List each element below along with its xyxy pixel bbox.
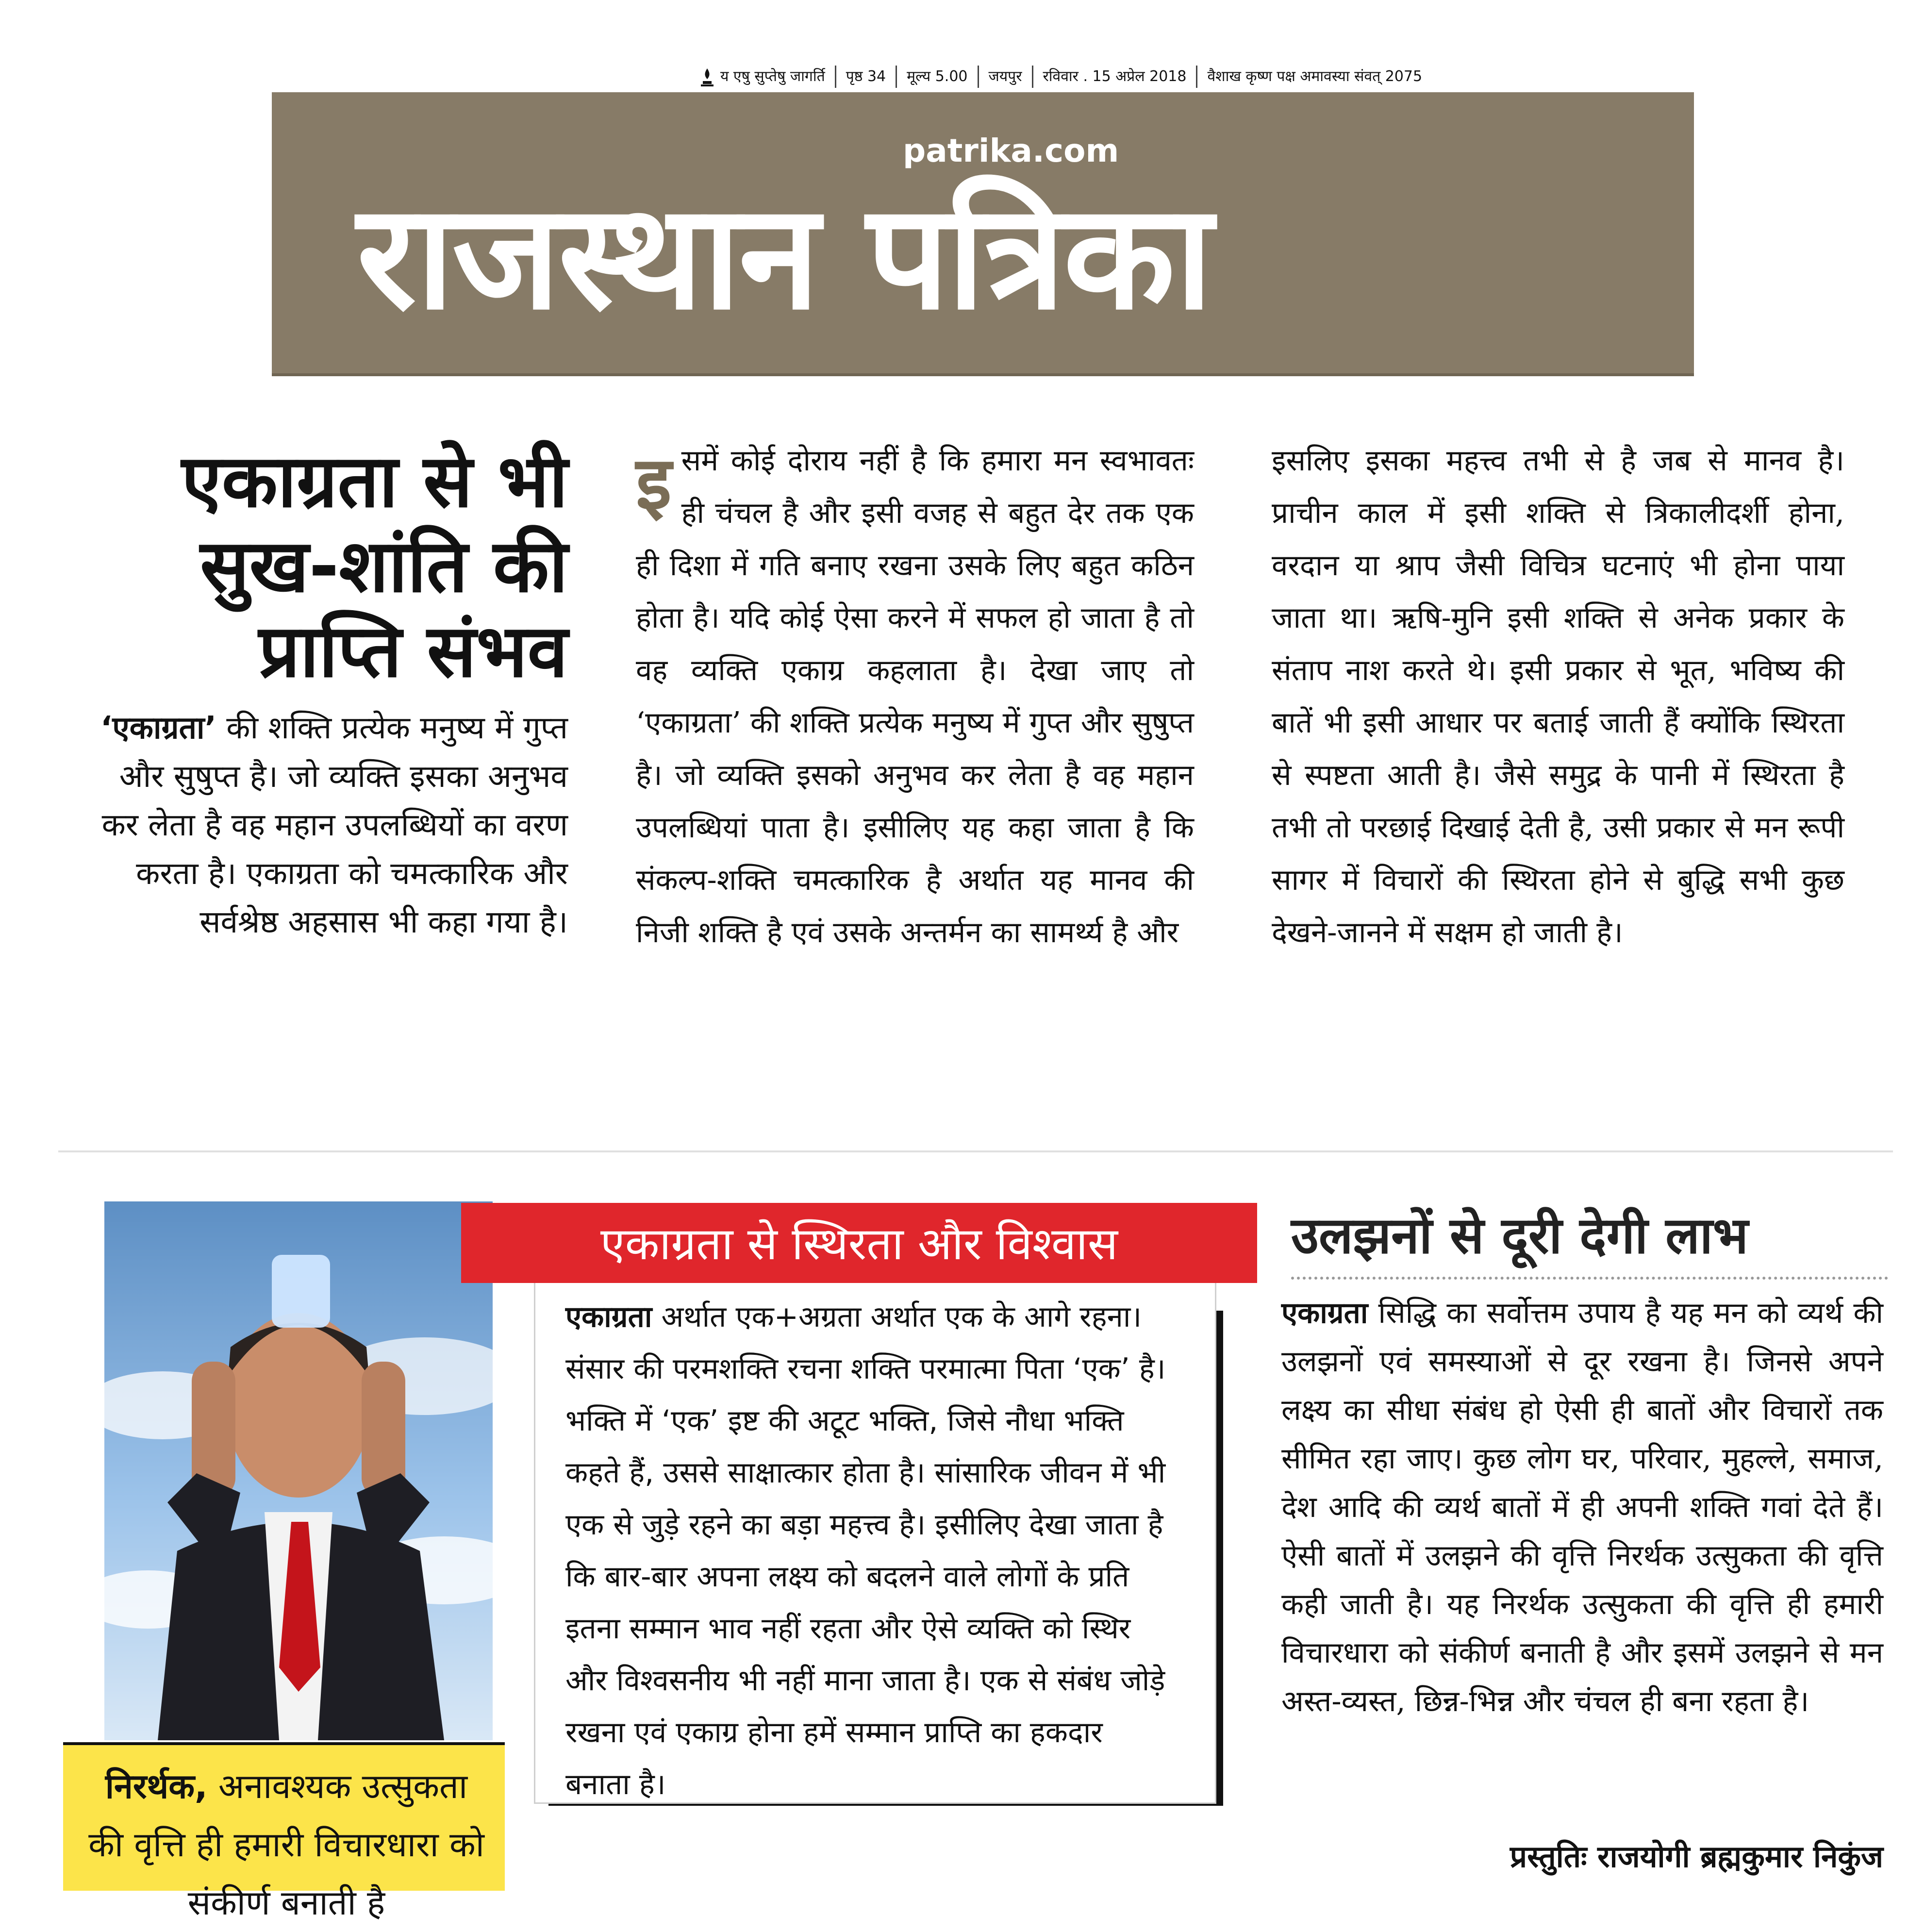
caption-bold: निरर्थक,	[105, 1766, 208, 1806]
price: मूल्य 5.00	[896, 66, 977, 88]
motto-text: य एषु सुप्तेषु जागर्ति	[720, 68, 825, 85]
date: रविवार . 15 अप्रेल 2018	[1032, 66, 1196, 88]
page-number: पृष्ठ 34	[835, 66, 896, 88]
dotted-separator	[1291, 1277, 1888, 1280]
drop-cap: इ	[636, 440, 672, 526]
businessman-photo	[104, 1201, 493, 1740]
section-divider	[58, 1150, 1893, 1152]
box-body-text: अर्थात एक+अग्रता अर्थात एक के आगे रहना। संसार की परमशक्ति रचना शक्ति परमात्मा पिता ‘एक’ है। भक्ति में ‘एक’ इष्ट की अटूट भक्ति, जिसे नौधा भक्ति कहते हैं, उससे साक्षात्कार होता है। सांसारिक जीवन में भी एक से जुड़े रहने का बड़ा महत्त्व है। इसीलिए देखा जाता है कि बार-बार अपना लक्ष्य को बदलने वाले लोगों के प्रति इतना सम्मान भाव नहीं रहता और ऐसे व्यक्ति को स्थिर और विश्वसनीय भी नहीं माना जाता है। एक से संबंध जोड़े रखना एवं एकाग्र होना हमें सम्मान प्राप्ति का हकदार बनाता है।	[565, 1300, 1166, 1801]
right-body-text: सिद्धि का सर्वोत्तम उपाय है यह मन को व्यर्थ की उलझनों एवं समस्याओं से दूर रखना है। जिनसे अपने लक्ष्य का सीधा संबंध हो ऐसी ही बातों और विचारों तक सीमित रहा जाए। कुछ लोग घर, परिवार, मुहल्ले, समाज, देश आदि की व्यर्थ बातों में ही अपनी शक्ति गवां देते हैं। ऐसी बातों में उलझने की वृत्ति निरर्थक उत्सुकता की वृत्ति कही जाती है। यह निरर्थक उत्सुकता की वृत्ति ही हमारी विचारधारा को संकीर्ण बनाती है और इसमें उलझने से मन अस्त-व्यस्त, छिन्न-भिन्न और चंचल ही बना रहता है।	[1281, 1296, 1883, 1718]
intro-bold: ‘एकाग्रता’	[100, 710, 216, 746]
city: जयपुर	[978, 66, 1032, 88]
man-concentrating-illustration	[104, 1201, 493, 1740]
newspaper-title: राजस्थान पत्रिका	[357, 172, 1211, 342]
sidebar-box-body	[565, 1291, 1167, 1811]
lamp-logo-icon	[699, 67, 715, 87]
column-1-text: समें कोई दोराय नहीं है कि हमारा मन स्वभावतः ही चंचल है और इसी वजह से बहुत देर तक एक ही दिशा में गति बनाए रखना उसके लिए बहुत कठिन होता है। यदि कोई ऐसा करने में सफल हो जाता है तो वह व्यक्ति एकाग्र कहलाता है। देखा जाए तो ‘एकाग्रता’ की शक्ति प्रत्येक मनुष्य में गुप्त और सुषुप्त है। जो व्यक्ति इसको अनुभव कर लेता है वह महान उपलब्धियां पाता है। इसीलिए यह कहा जाता है कि संकल्प-शक्ति चमत्कारिक है अर्थात यह मानव की निजी शक्ति है एवं उसके अन्तर्मन का सामर्थ्य है और	[636, 444, 1194, 949]
right-lead-bold: एकाग्रता	[1281, 1296, 1368, 1330]
site-url[interactable]: patrika.com	[903, 132, 1119, 169]
article-column-2: इसलिए इसका महत्त्व तभी से है जब से मानव है। प्राचीन काल में इसी शक्ति से त्रिकालीदर्शी होना, वरदान या श्राप जैसी विचित्र घटनाएं भी होना पाया जाता था। ऋषि-मुनि इसी शक्ति से अनेक प्रकार के संताप नाश करते थे। इसी प्रकार से भूत, भविष्य की बातें भी इसी आधार पर बताई जाती हैं क्योंकि स्थिरता से स्पष्टता आती है। जैसे समुद्र के पानी में स्थिरता है तभी तो परछाई दिखाई देती है, उसी प्रकार से मन रूपी सागर में विचारों की स्थिरता होने से बुद्धि सभी कुछ देखने-जानने में सक्षम हो जाती है।	[1272, 444, 1844, 949]
photo-caption	[83, 1757, 490, 1932]
intro-text: की शक्ति प्रत्येक मनुष्य में गुप्त और सुषुप्त है। जो व्यक्ति इसका अनुभव कर लेता है वह महान उपलब्धियों का वरण करता है। एकाग्रता को चमत्कारिक और सर्वश्रेष्ठ अहसास भी कहा गया है।	[101, 710, 568, 940]
right-article-body	[1281, 1289, 1883, 1726]
author-byline: प्रस्तुतिः राजयोगी ब्रह्मकुमार निकुंज	[1510, 1839, 1883, 1874]
masthead-meta-strip	[689, 63, 1694, 90]
caption-text: अनावश्यक उत्सुकता की वृत्ति ही हमारी विचारधारा को संकीर्ण बनाती है	[88, 1766, 484, 1923]
box-lead-bold: एकाग्रता	[565, 1300, 652, 1334]
article-intro	[83, 704, 568, 947]
right-article-title: उलझनों से दूरी देगी लाभ	[1291, 1206, 1748, 1265]
article-headline: एकाग्रता से भी सुख-शांति की प्राप्ति संभव	[181, 439, 568, 694]
sidebar-box-title: एकाग्रता से स्थिरता और विश्वास	[600, 1218, 1118, 1270]
motto	[689, 66, 835, 88]
hindu-calendar-date: वैशाख कृष्ण पक्ष अमावस्या संवत् 2075	[1196, 66, 1432, 88]
article-column-1	[636, 434, 1194, 959]
